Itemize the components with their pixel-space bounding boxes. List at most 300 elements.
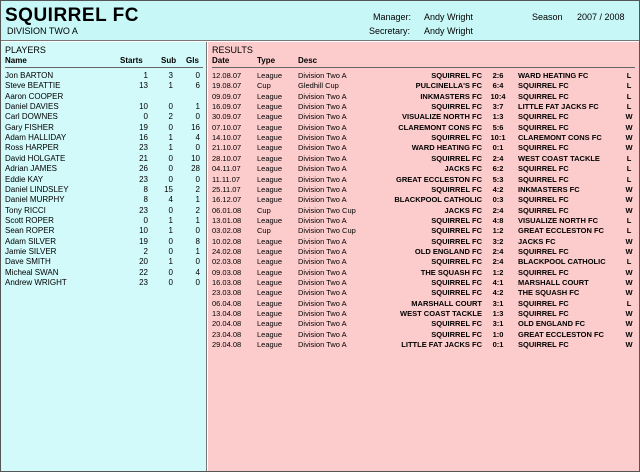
result-row (208, 154, 639, 164)
result-score: 10:4 (490, 91, 506, 101)
result-desc: Division Two A (298, 267, 347, 277)
player-sub: 0 (168, 267, 173, 277)
player-row (1, 133, 207, 143)
player-name: Carl DOWNES (5, 112, 58, 122)
player-goals: 16 (191, 122, 200, 132)
result-home-team: SQUIRREL FC (431, 153, 482, 163)
result-home-team: SQUIRREL FC (431, 133, 482, 143)
result-outcome: W (625, 278, 633, 287)
result-score: 6:4 (492, 81, 504, 91)
result-outcome: W (625, 309, 633, 319)
player-goals: 2 (195, 205, 200, 215)
result-date: 21.10.07 (212, 143, 242, 153)
result-outcome: L (626, 91, 632, 101)
player-sub: 0 (168, 246, 173, 256)
result-row (208, 175, 639, 185)
player-goals: 6 (195, 81, 200, 91)
player-row (1, 216, 207, 226)
result-desc: Division Two A (298, 288, 347, 298)
result-desc: Division Two A (298, 215, 347, 225)
result-date: 07.10.07 (212, 122, 242, 132)
result-date: 13.04.08 (212, 309, 242, 319)
results-col-date: Date (212, 56, 230, 65)
result-desc: Division Two A (298, 143, 347, 153)
result-desc: Division Two A (298, 112, 347, 122)
player-starts: 20 (139, 257, 148, 267)
result-row (208, 257, 639, 267)
result-row (208, 206, 639, 216)
player-row (1, 206, 207, 216)
result-score: 4:2 (492, 184, 504, 194)
result-desc: Division Two A (298, 257, 347, 267)
result-away-team: OLD ENGLAND FC (518, 319, 586, 329)
result-outcome: L (626, 215, 632, 225)
result-home-team: SQUIRREL FC (431, 278, 482, 287)
player-name: Daniel DAVIES (5, 102, 59, 112)
result-score: 5:3 (492, 174, 504, 184)
player-goals: 0 (195, 257, 200, 267)
result-outcome: W (625, 112, 633, 122)
result-row (208, 216, 639, 226)
result-type: League (257, 288, 283, 298)
manager-label: Manager: (373, 12, 412, 22)
result-desc: Division Two A (298, 298, 347, 308)
player-name: Aaron COOPER (5, 91, 64, 101)
result-type: League (257, 91, 283, 101)
player-starts: 23 (139, 174, 148, 184)
result-outcome: W (625, 184, 633, 194)
result-score: 2:4 (492, 153, 504, 163)
result-row (208, 268, 639, 278)
player-goals: 8 (195, 236, 200, 246)
player-sub: 0 (168, 102, 173, 112)
result-row (208, 112, 639, 122)
result-date: 29.04.08 (212, 340, 242, 350)
result-score: 6:2 (492, 164, 504, 174)
manager-name: Andy Wright (424, 12, 473, 22)
season-value: 2007 / 2008 (577, 12, 625, 22)
player-goals: 0 (195, 174, 200, 184)
result-outcome: L (626, 153, 632, 163)
result-score: 3:2 (492, 236, 504, 246)
players-col-sub: Sub (161, 56, 177, 65)
player-name: Dave SMITH (5, 257, 51, 267)
player-goals: 1 (195, 215, 200, 225)
result-row (208, 164, 639, 174)
player-sub: 4 (168, 195, 173, 205)
player-goals: 10 (191, 153, 200, 163)
result-type: League (257, 246, 283, 256)
result-type: League (257, 143, 283, 153)
results-panel (208, 42, 639, 471)
result-row (208, 143, 639, 153)
player-starts: 10 (139, 226, 148, 236)
result-score: 2:4 (492, 246, 504, 256)
result-away-team: MARSHALL COURT (518, 278, 589, 287)
result-outcome: W (625, 329, 633, 339)
result-row (208, 247, 639, 257)
result-away-team: SQUIRREL FC (518, 91, 569, 101)
result-away-team: CLAREMONT CONS FC (518, 133, 602, 143)
player-starts: 2 (143, 246, 148, 256)
result-date: 28.10.07 (212, 153, 242, 163)
header (1, 1, 639, 41)
players-title: PLAYERS (5, 45, 46, 55)
player-starts: 1 (143, 71, 148, 80)
result-date: 23.04.08 (212, 329, 242, 339)
result-date: 06.01.08 (212, 205, 242, 215)
player-row (1, 185, 207, 195)
result-home-team: SQUIRREL FC (431, 329, 482, 339)
result-row (208, 299, 639, 309)
result-score: 0:1 (492, 143, 504, 153)
result-date: 16.09.07 (212, 102, 242, 112)
result-type: League (257, 309, 283, 319)
player-name: Daniel MURPHY (5, 195, 65, 205)
result-date: 09.09.07 (212, 91, 242, 101)
result-desc: Division Two A (298, 174, 347, 184)
player-sub: 1 (168, 81, 173, 91)
result-outcome: W (625, 288, 633, 298)
result-date: 11.11.07 (212, 174, 241, 184)
player-sub: 1 (168, 226, 173, 236)
player-row (1, 92, 207, 102)
result-home-team: CLAREMONT CONS FC (398, 122, 482, 132)
result-outcome: W (625, 205, 633, 215)
result-desc: Division Two A (298, 133, 347, 143)
result-desc: Gledhill Cup (298, 81, 339, 91)
players-col-starts: Starts (120, 56, 143, 65)
result-score: 1:0 (492, 329, 504, 339)
result-home-team: JACKS FC (444, 164, 482, 174)
result-home-team: INKMASTERS FC (420, 91, 482, 101)
result-desc: Division Two A (298, 236, 347, 246)
result-away-team: WEST COAST TACKLE (518, 153, 600, 163)
result-home-team: SQUIRREL FC (431, 236, 482, 246)
result-type: League (257, 257, 283, 267)
result-outcome: L (626, 81, 632, 91)
result-away-team: BLACKPOOL CATHOLIC (518, 257, 606, 267)
result-outcome: L (626, 226, 632, 236)
result-away-team: SQUIRREL FC (518, 246, 569, 256)
result-home-team: LITTLE FAT JACKS FC (401, 340, 482, 350)
result-desc: Division Two A (298, 164, 347, 174)
player-sub: 1 (168, 133, 173, 143)
result-away-team: SQUIRREL FC (518, 81, 569, 91)
result-type: League (257, 174, 283, 184)
result-home-team: MARSHALL COURT (411, 298, 482, 308)
result-away-team: SQUIRREL FC (518, 174, 569, 184)
player-goals: 0 (195, 278, 200, 287)
player-name: Tony RICCI (5, 205, 46, 215)
result-type: League (257, 122, 283, 132)
result-row (208, 81, 639, 91)
secretary-label: Secretary: (369, 26, 411, 36)
results-col-type: Type (257, 56, 276, 65)
results-col-desc: Desc (298, 56, 318, 65)
result-desc: Division Two A (298, 329, 347, 339)
player-row (1, 112, 207, 122)
player-sub: 0 (168, 164, 173, 174)
result-away-team: INKMASTERS FC (518, 184, 580, 194)
result-away-team: THE SQUASH FC (518, 288, 580, 298)
result-home-team: SQUIRREL FC (431, 226, 482, 236)
result-away-team: SQUIRREL FC (518, 122, 569, 132)
player-name: Steve BEATTIE (5, 81, 61, 91)
result-away-team: SQUIRREL FC (518, 143, 569, 153)
result-type: League (257, 133, 283, 143)
result-row (208, 319, 639, 329)
result-type: League (257, 195, 283, 205)
player-sub: 0 (168, 278, 173, 287)
player-name: Gary FISHER (5, 122, 54, 132)
result-date: 03.02.08 (212, 226, 242, 236)
player-row (1, 195, 207, 205)
result-type: League (257, 71, 283, 80)
result-home-team: WEST COAST TACKLE (400, 309, 482, 319)
player-starts: 23 (139, 143, 148, 153)
player-goals: 4 (195, 267, 200, 277)
result-score: 1:2 (492, 226, 504, 236)
season-label: Season (532, 12, 563, 22)
result-date: 23.03.08 (212, 288, 242, 298)
result-date: 12.08.07 (212, 71, 242, 80)
result-date: 02.03.08 (212, 257, 242, 267)
player-row (1, 175, 207, 185)
result-away-team: SQUIRREL FC (518, 195, 569, 205)
result-score: 1:3 (492, 309, 504, 319)
player-sub: 0 (168, 205, 173, 215)
result-date: 16.03.08 (212, 278, 242, 287)
result-home-team: SQUIRREL FC (431, 215, 482, 225)
result-away-team: SQUIRREL FC (518, 112, 569, 122)
player-starts: 26 (139, 164, 148, 174)
result-outcome: L (626, 71, 632, 80)
player-starts: 22 (139, 267, 148, 277)
result-date: 13.01.08 (212, 215, 242, 225)
players-col-gls: Gls (186, 56, 199, 65)
player-name: Daniel LINDSLEY (5, 184, 69, 194)
result-desc: Division Two A (298, 246, 347, 256)
result-home-team: GREAT ECCLESTON FC (396, 174, 482, 184)
result-row (208, 340, 639, 350)
player-row (1, 164, 207, 174)
player-row (1, 143, 207, 153)
result-desc: Division Two A (298, 319, 347, 329)
player-sub: 1 (168, 257, 173, 267)
player-name: Jamie SILVER (5, 246, 57, 256)
club-name: SQUIRREL FC (5, 5, 139, 26)
result-home-team: SQUIRREL FC (431, 102, 482, 112)
result-score: 10:1 (490, 133, 506, 143)
result-date: 09.03.08 (212, 267, 242, 277)
result-outcome: W (625, 143, 633, 153)
result-outcome: W (625, 340, 633, 350)
result-home-team: VISUALIZE NORTH FC (402, 112, 482, 122)
result-desc: Division Two A (298, 278, 347, 287)
player-starts: 23 (139, 205, 148, 215)
player-goals: 0 (195, 112, 200, 122)
player-row (1, 247, 207, 257)
result-home-team: PULCINELLA'S FC (415, 81, 482, 91)
result-type: League (257, 298, 283, 308)
player-name: Andrew WRIGHT (5, 278, 67, 287)
player-goals: 1 (195, 195, 200, 205)
result-away-team: SQUIRREL FC (518, 267, 569, 277)
player-name: Ross HARPER (5, 143, 59, 153)
division-label: DIVISION TWO A (7, 26, 78, 36)
player-sub: 0 (168, 236, 173, 246)
player-row (1, 81, 207, 91)
result-row (208, 309, 639, 319)
result-type: League (257, 112, 283, 122)
results-title: RESULTS (212, 45, 253, 55)
result-type: League (257, 267, 283, 277)
player-sub: 2 (168, 112, 173, 122)
result-home-team: SQUIRREL FC (431, 184, 482, 194)
result-row (208, 123, 639, 133)
player-starts: 10 (139, 102, 148, 112)
player-row (1, 71, 207, 81)
result-type: Cup (257, 81, 271, 91)
result-date: 30.09.07 (212, 112, 242, 122)
player-starts: 0 (143, 215, 148, 225)
player-goals: 1 (195, 246, 200, 256)
result-type: Cup (257, 226, 271, 236)
result-type: League (257, 340, 283, 350)
result-date: 20.04.08 (212, 319, 242, 329)
result-outcome: W (625, 195, 633, 205)
player-row (1, 268, 207, 278)
result-desc: Division Two A (298, 195, 347, 205)
players-panel (1, 42, 207, 471)
player-goals: 2 (195, 184, 200, 194)
result-away-team: LITTLE FAT JACKS FC (518, 102, 599, 112)
result-desc: Division Two A (298, 153, 347, 163)
player-row (1, 102, 207, 112)
result-desc: Division Two A (298, 91, 347, 101)
result-away-team: SQUIRREL FC (518, 298, 569, 308)
player-starts: 16 (139, 133, 148, 143)
player-row (1, 278, 207, 288)
result-row (208, 133, 639, 143)
player-name: Eddie KAY (5, 174, 44, 184)
result-home-team: SQUIRREL FC (431, 319, 482, 329)
result-type: League (257, 236, 283, 246)
result-score: 0:1 (492, 340, 504, 350)
result-outcome: L (626, 102, 632, 112)
result-type: League (257, 278, 283, 287)
player-name: Micheal SWAN (5, 267, 59, 277)
result-desc: Division Two A (298, 71, 347, 80)
result-row (208, 288, 639, 298)
result-date: 14.10.07 (212, 133, 242, 143)
result-home-team: BLACKPOOL CATHOLIC (394, 195, 482, 205)
player-row (1, 226, 207, 236)
result-outcome: L (626, 174, 632, 184)
result-score: 3:1 (492, 319, 504, 329)
results-header-divider (212, 67, 635, 68)
result-score: 3:1 (492, 298, 504, 308)
result-away-team: SQUIRREL FC (518, 309, 569, 319)
result-score: 3:7 (492, 102, 504, 112)
player-name: Jon BARTON (5, 71, 54, 80)
result-date: 04.11.07 (212, 164, 241, 174)
player-sub: 0 (168, 174, 173, 184)
player-row (1, 154, 207, 164)
result-outcome: W (625, 246, 633, 256)
result-outcome: L (626, 257, 632, 267)
result-away-team: WARD HEATING FC (518, 71, 589, 80)
result-score: 1:3 (492, 112, 504, 122)
result-score: 5:6 (492, 122, 504, 132)
player-starts: 8 (143, 195, 148, 205)
result-outcome: W (625, 267, 633, 277)
player-row (1, 237, 207, 247)
result-type: League (257, 102, 283, 112)
result-type: League (257, 184, 283, 194)
player-sub: 0 (168, 153, 173, 163)
player-goals: 4 (195, 133, 200, 143)
player-goals: 0 (195, 226, 200, 236)
result-desc: Division Two A (298, 184, 347, 194)
player-goals: 0 (195, 143, 200, 153)
result-row (208, 102, 639, 112)
result-score: 4:8 (492, 215, 504, 225)
player-sub: 15 (164, 184, 173, 194)
result-outcome: L (626, 298, 632, 308)
result-score: 0:3 (492, 195, 504, 205)
result-away-team: SQUIRREL FC (518, 205, 569, 215)
player-name: Adrian JAMES (5, 164, 58, 174)
player-starts: 19 (139, 122, 148, 132)
result-desc: Division Two Cup (298, 205, 356, 215)
result-type: League (257, 319, 283, 329)
players-header-divider (5, 67, 203, 68)
result-row (208, 226, 639, 236)
player-goals: 1 (195, 102, 200, 112)
result-type: League (257, 329, 283, 339)
player-starts: 23 (139, 278, 148, 287)
result-desc: Division Two A (298, 122, 347, 132)
result-home-team: OLD ENGLAND FC (414, 246, 482, 256)
result-away-team: GREAT ECCLESTON FC (518, 329, 604, 339)
result-home-team: SQUIRREL FC (431, 71, 482, 80)
result-desc: Division Two A (298, 309, 347, 319)
result-type: League (257, 215, 283, 225)
player-goals: 28 (191, 164, 200, 174)
result-score: 2:6 (492, 71, 504, 80)
result-score: 4:1 (492, 278, 504, 287)
result-row (208, 185, 639, 195)
player-name: Scott ROPER (5, 215, 54, 225)
result-outcome: W (625, 133, 633, 143)
result-row (208, 330, 639, 340)
player-sub: 1 (168, 143, 173, 153)
player-starts: 0 (143, 112, 148, 122)
result-date: 19.08.07 (212, 81, 242, 91)
player-starts: 21 (139, 153, 148, 163)
result-away-team: SQUIRREL FC (518, 164, 569, 174)
result-date: 25.11.07 (212, 184, 241, 194)
result-date: 16.12.07 (212, 195, 242, 205)
result-score: 2:4 (492, 205, 504, 215)
player-row (1, 123, 207, 133)
result-outcome: W (625, 122, 633, 132)
player-name: Adam HALLIDAY (5, 133, 67, 143)
result-score: 4:2 (492, 288, 504, 298)
result-home-team: THE SQUASH FC (420, 267, 482, 277)
